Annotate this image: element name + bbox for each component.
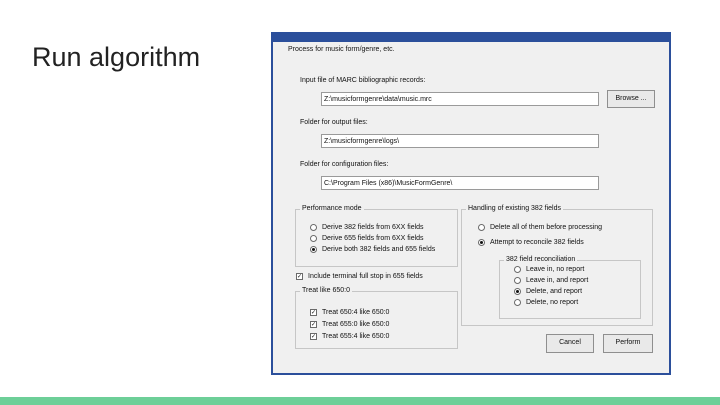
leave-report-label: Leave in, and report <box>526 277 589 284</box>
treat-650-4-checkbox[interactable] <box>310 309 389 316</box>
bottom-accent-bar <box>0 397 720 405</box>
cancel-button[interactable]: Cancel <box>546 334 594 353</box>
reconcile-label: Attempt to reconcile 382 fields <box>490 239 584 246</box>
radio-selected-icon <box>514 288 521 295</box>
output-folder-label: Folder for output files: <box>300 119 368 126</box>
checkbox-checked-icon <box>310 321 317 328</box>
performance-mode-group <box>295 205 458 267</box>
radio-icon <box>478 224 485 231</box>
dialog-screenshot <box>271 32 671 375</box>
slide-title: Run algorithm <box>32 42 201 72</box>
treat-like-group <box>295 287 458 349</box>
radio-icon <box>514 266 521 273</box>
leave-no-report-option[interactable] <box>514 266 584 273</box>
reconciliation-group <box>499 256 641 319</box>
reconciliation-title: 382 field reconciliation <box>506 256 576 263</box>
dialog-title: Process for music form/genre, etc. <box>288 46 395 53</box>
browse-button[interactable]: Browse ... <box>607 90 655 108</box>
delete-all-label: Delete all of them before processing <box>490 224 603 231</box>
terminal-stop-label: Include terminal full stop in 655 fields <box>308 273 423 280</box>
delete-report-label: Delete, and report <box>526 288 583 295</box>
perform-button[interactable]: Perform <box>603 334 653 353</box>
handling-382-title: Handling of existing 382 fields <box>468 205 562 212</box>
treat-655-4-label: Treat 655:4 like 650:0 <box>322 333 390 340</box>
reconcile-option[interactable] <box>478 239 584 246</box>
radio-selected-icon <box>310 246 317 253</box>
radio-icon <box>310 235 317 242</box>
treat-655-0-label: Treat 655:0 like 650:0 <box>322 321 390 328</box>
config-folder-label: Folder for configuration files: <box>300 161 389 168</box>
checkbox-checked-icon <box>310 333 317 340</box>
delete-no-report-option[interactable] <box>514 299 578 306</box>
treat-655-0-checkbox[interactable] <box>310 321 389 328</box>
delete-report-option[interactable] <box>514 288 582 295</box>
output-folder-field[interactable]: Z:\musicformgenre\logs\ <box>321 134 599 148</box>
derive-both-option[interactable] <box>310 246 435 253</box>
derive-382-option[interactable] <box>310 224 424 231</box>
terminal-stop-checkbox[interactable] <box>296 273 423 280</box>
handling-382-group <box>461 205 653 326</box>
derive-655-option[interactable] <box>310 235 424 242</box>
delete-no-report-label: Delete, no report <box>526 299 579 306</box>
treat-like-title: Treat like 650:0 <box>302 287 350 294</box>
checkbox-checked-icon <box>296 273 303 280</box>
process-dialog <box>273 42 669 373</box>
derive-655-label: Derive 655 fields from 6XX fields <box>322 235 424 242</box>
derive-382-label: Derive 382 fields from 6XX fields <box>322 224 424 231</box>
input-file-field[interactable]: Z:\musicformgenre\data\music.mrc <box>321 92 599 106</box>
checkbox-checked-icon <box>310 309 317 316</box>
radio-icon <box>310 224 317 231</box>
input-file-label: Input file of MARC bibliographic records: <box>300 77 426 84</box>
derive-both-label: Derive both 382 fields and 655 fields <box>322 246 436 253</box>
treat-650-4-label: Treat 650:4 like 650:0 <box>322 309 390 316</box>
radio-icon <box>514 277 521 284</box>
config-folder-field[interactable]: C:\Program Files (x86)\MusicFormGenre\ <box>321 176 599 190</box>
radio-selected-icon <box>478 239 485 246</box>
treat-655-4-checkbox[interactable] <box>310 333 389 340</box>
radio-icon <box>514 299 521 306</box>
leave-report-option[interactable] <box>514 277 588 284</box>
delete-all-option[interactable] <box>478 224 602 231</box>
performance-mode-title: Performance mode <box>302 205 362 212</box>
leave-no-report-label: Leave in, no report <box>526 266 585 273</box>
